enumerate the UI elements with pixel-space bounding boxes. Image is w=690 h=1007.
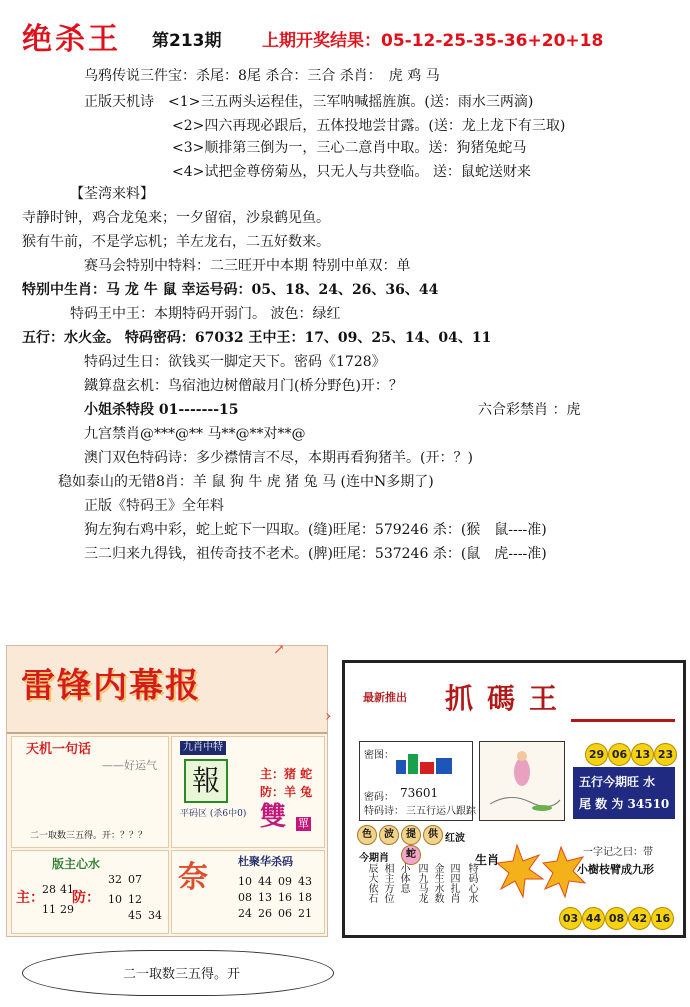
last-result: 上期开奖结果：05-12-25-35-36+20+18 [262, 31, 604, 51]
banzhu-title: 版主心水 [52, 857, 101, 871]
poem-col: 金生水数 [432, 863, 443, 903]
banzhu-num: 34 [148, 909, 162, 922]
dujuhua-cell: 10 [238, 875, 252, 888]
dujuhua-cell: 26 [258, 907, 272, 920]
top-ball: 13 [631, 743, 654, 766]
left-paper-header [7, 646, 327, 734]
right-paper-title: 抓碼王 [445, 682, 572, 715]
chip-ti: 提 [401, 825, 421, 845]
banzhu-num: 41 [60, 883, 74, 896]
line-22: 三二归来九得钱，祖传奇技不老术。(脾)旺尾：537246 杀：(鼠 虎----准) [84, 546, 547, 562]
line-12: 五行：水火金。 特码密码：67032 王中王：17、09、25、14、04、11 [22, 330, 492, 346]
dujuhua-cell: 16 [278, 891, 292, 904]
dujuhua-cell: 09 [278, 875, 292, 888]
shuang-char: 雙 [260, 802, 287, 832]
tianji-footer: 二一取数三五得。开：？？？ [30, 831, 148, 841]
banzhu-zhu: 主： [16, 890, 44, 906]
line-13: 特码过生日：欲钱买一脚定天下。密码《1728》 [84, 354, 386, 370]
phrase-text: 小樹枝臂成九形 [577, 863, 654, 876]
line-5: <4>试把金尊傍菊丛，只无人与共登临。 送：鼠蛇送财来 [172, 164, 531, 180]
col-mark: 蛇 [401, 845, 421, 865]
banzhu-num: 10 [108, 893, 122, 906]
poem-col: 小体息 [398, 863, 409, 893]
jiuxiao-box [171, 736, 325, 848]
line-11: 特码王中王：本期特码开弱门。 波色：绿红 [70, 306, 341, 322]
picture-box [479, 741, 565, 821]
shengxiao-label: 生肖 [475, 853, 500, 867]
burst-icon [497, 841, 587, 901]
pingma-label: 平码区 (杀6中0) [180, 809, 247, 819]
banzhu-num: 45 [128, 909, 142, 922]
line-20: 正版《特码王》全年料 [84, 498, 224, 514]
tema-label: 特码诗： [364, 806, 404, 817]
issue-number: 第213期 [152, 31, 222, 51]
wuxing-box [573, 767, 675, 819]
line-21: 狗左狗右鸡中彩，蛇上蛇下一四取。(缝)旺尾：579246 杀：(猴 鼠----准) [84, 522, 547, 538]
bottom-ball: 44 [582, 907, 605, 930]
poem-col: 四九马龙 [416, 863, 427, 903]
bao-char: 報 [184, 759, 228, 803]
weishu-text: 尾 数 为 34510 [579, 797, 670, 811]
left-paper-title: 雷锋内幕报 [21, 666, 201, 706]
banzhu-num: 28 [42, 883, 56, 896]
poem-col: 特码心水 [466, 863, 477, 903]
col-head: 今期肖 [359, 853, 389, 864]
tianji-title: 天机一句话 [26, 742, 92, 757]
tianji-sub: ——好运气 [102, 759, 157, 772]
dujuhua-box [171, 850, 325, 934]
nai-mark: 奈 [178, 860, 208, 895]
banzhu-num: 11 [42, 903, 56, 916]
line-1: 乌鸦传说三件宝：杀尾：8尾 杀合：三合 杀肖： 虎 鸡 马 [84, 68, 440, 84]
line-16: 六合彩禁肖 ：虎 [478, 402, 581, 418]
chip-gong: 供 [423, 825, 443, 845]
line-2: 正版天机诗 <1>三五两头运程佳，三军呐喊摇旌旗。(送：雨水三两滴) [84, 94, 534, 110]
right-paper-header [345, 663, 683, 727]
chip-tail: 红波 [445, 833, 465, 844]
bottom-ball: 03 [559, 907, 582, 930]
dujuhua-cell: 21 [298, 907, 312, 920]
top-ball: 06 [608, 743, 631, 766]
dujuhua-cell: 43 [298, 875, 312, 888]
chip-bo: 波 [379, 825, 399, 845]
line-10: 特别中生肖：马 龙 牛 鼠 幸运号码：05、18、24、26、36、44 [22, 282, 439, 298]
dujuhua-cell: 13 [258, 891, 272, 904]
banzhu-num: 32 [108, 873, 122, 886]
zhu-label: 主：猪 蛇 [260, 767, 313, 781]
dujuhua-cell: 08 [238, 891, 252, 904]
arrow-right-icon: › [325, 706, 332, 725]
line-15: 小姐杀特段 01-------15 [84, 402, 239, 418]
page-title: 绝杀王 [22, 22, 121, 57]
line-7: 寺静时钟，鸡合龙兔来；一夕留宿，沙泉鹤见鱼。 [22, 210, 330, 226]
left-newspaper [6, 642, 332, 937]
line-19: 稳如泰山的无错8肖：羊 鼠 狗 牛 虎 猪 兔 马 (连中N多期了) [58, 474, 434, 490]
top-ball: 23 [654, 743, 677, 766]
cloud-text: 二一取数三五得。开 [123, 967, 241, 982]
tema-text: 三五行运八跟踪 [406, 806, 476, 817]
line-3: <2>四六再现必跟后，五体投地尝甘露。(送：龙上龙下有三取) [172, 118, 566, 134]
cloud-bubble [22, 950, 334, 996]
title-underline [571, 719, 675, 722]
banzhu-fang: 防： [72, 890, 100, 906]
line-4: <3>顺排第三倒为一，三心二意肖中取。送：狗猪兔蛇马 [172, 140, 527, 156]
banzhu-num: 12 [128, 893, 142, 906]
line-17: 九宫禁肖@***@** 马**@**对**@ [84, 426, 306, 442]
new-tag: 最新推出 [363, 691, 407, 704]
top-ball: 29 [585, 743, 608, 766]
line-14: 鐵算盘玄机：鸟宿池边树僧敲月门(桥分野色)开：？ [84, 378, 403, 394]
bottom-ball: 08 [605, 907, 628, 930]
line-6: 【荃湾来料】 [70, 186, 154, 202]
banzhu-num: 29 [60, 903, 74, 916]
figure-illustration [480, 742, 564, 820]
bottom-ball: 42 [628, 907, 651, 930]
note-label: 一字记之曰：带 [583, 847, 653, 858]
banzhu-box [11, 850, 169, 934]
jiuxiao-tag: 九肖中特 [180, 741, 226, 755]
line-18: 澳门双色特码诗：多少襟情言不尽，本期再看狗猪羊。(开：？) [84, 450, 473, 466]
dujuhua-cell: 24 [238, 907, 252, 920]
banzhu-num: 07 [128, 873, 142, 886]
line-8: 猴有牛前，不是学忘机；羊左龙右，二五好数来。 [22, 234, 330, 250]
mima-logo-icon [396, 754, 454, 774]
fang-label: 防：羊 兔 [260, 785, 313, 799]
poem-col: 四四扎肖 [448, 863, 459, 903]
wuxing-text: 五行今期旺 水 [579, 775, 656, 789]
poem-col: 相主方位 [382, 863, 393, 903]
dujuhua-title: 杜聚华杀码 [238, 855, 293, 868]
mima-code: 73601 [400, 786, 439, 800]
right-newspaper [342, 660, 686, 938]
tianji-box [11, 736, 169, 848]
dan-char: 單 [298, 817, 309, 830]
dujuhua-cell: 18 [298, 891, 312, 904]
mima-code-label: 密码： [364, 792, 394, 803]
arrow-icon: ↗ [273, 642, 285, 658]
bottom-ball: 16 [651, 907, 674, 930]
chip-se: 色 [357, 825, 377, 845]
dujuhua-cell: 44 [258, 875, 272, 888]
mima-box [359, 741, 476, 821]
mima-label: 密图： [364, 750, 394, 761]
line-9: 赛马会特别中特料：二三旺开中本期 特别中单双：单 [84, 258, 411, 274]
poem-col: 辰大依石 [366, 863, 377, 903]
dujuhua-cell: 06 [278, 907, 292, 920]
